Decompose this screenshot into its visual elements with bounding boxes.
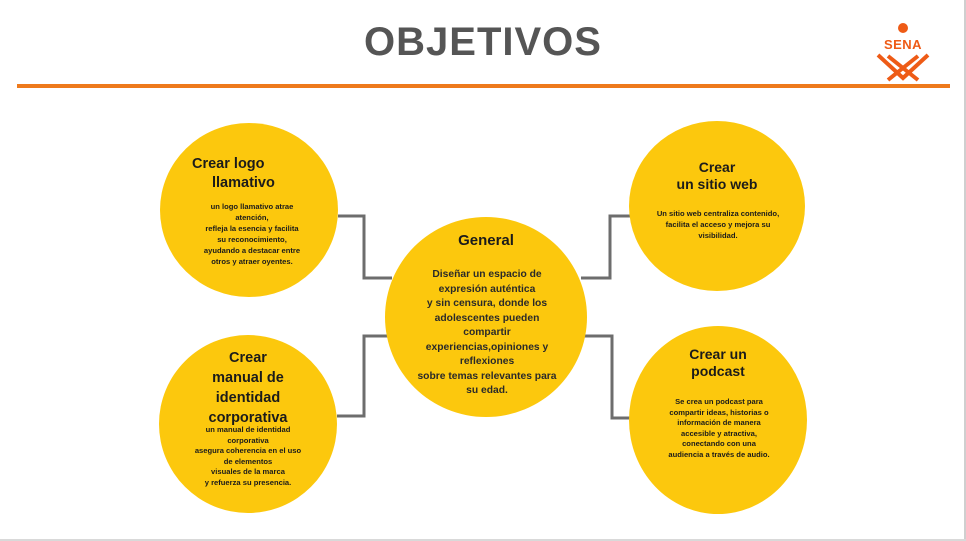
sena-logo-text: SENA bbox=[883, 37, 923, 52]
node-logo-title bbox=[192, 155, 292, 193]
node-podcast bbox=[629, 326, 807, 514]
page-title: OBJETIVOS bbox=[364, 20, 602, 64]
node-general-body-line: expresión auténtica bbox=[438, 283, 536, 295]
node-web-title-line: Crear bbox=[698, 159, 736, 175]
node-manual-title-line: corporativa bbox=[208, 410, 288, 426]
node-general-body-line: compartir bbox=[463, 327, 511, 338]
node-manual-body-line: visuales de la marca bbox=[211, 467, 285, 476]
node-manual-body-line: un manual de identidad bbox=[205, 425, 291, 434]
node-podcast-body-line: audiencia a través de audio. bbox=[668, 449, 770, 459]
node-general-body-line: su edad. bbox=[466, 385, 508, 396]
node-general-title: General bbox=[458, 232, 514, 249]
node-podcast-title-line: Crear un bbox=[689, 346, 747, 362]
node-logo-body-line: otros y atraer oyentes. bbox=[211, 257, 293, 266]
node-general-body-line: y sin censura, donde los bbox=[426, 298, 548, 309]
node-manual-body bbox=[169, 425, 327, 488]
node-web bbox=[629, 121, 805, 291]
node-logo-title-line: llamativo bbox=[212, 175, 275, 191]
node-logo-title-line: Crear logo bbox=[192, 156, 265, 172]
node-web-body-line: facilita el acceso y mejora su bbox=[665, 220, 771, 229]
node-manual-body-line: asegura coherencia en el uso bbox=[194, 446, 302, 455]
node-general-body-line: Diseñar un espacio de bbox=[432, 269, 542, 280]
node-general-body-line: adolescentes pueden bbox=[434, 312, 540, 324]
node-logo-body-line: atención, bbox=[235, 213, 269, 222]
node-web-body bbox=[643, 208, 793, 241]
node-general-body-line: sobre temas relevantes para bbox=[417, 370, 557, 382]
node-podcast-body-line: Se crea un podcast para bbox=[675, 397, 763, 406]
node-podcast-body-line: información de manera bbox=[677, 418, 761, 427]
node-manual bbox=[159, 335, 337, 513]
connector-podcast-general bbox=[583, 336, 630, 418]
connector-manual-general bbox=[337, 336, 390, 416]
node-web-title-line: un sitio web bbox=[676, 176, 758, 192]
node-manual-body-line: de elementos bbox=[223, 456, 273, 466]
node-logo-body-line: un logo llamativo atrae bbox=[210, 202, 294, 211]
node-general-body-line: experiencias,opiniones y bbox=[425, 341, 549, 353]
node-logo-body-line: su reconocimiento, bbox=[217, 235, 287, 244]
node-podcast-title-line: podcast bbox=[691, 363, 745, 379]
node-general bbox=[385, 217, 587, 417]
node-podcast-body-line: conectando con una bbox=[682, 439, 756, 448]
node-logo bbox=[160, 123, 338, 297]
node-logo-body-line: ayudando a destacar entre bbox=[203, 246, 301, 255]
node-podcast-body-line: compartir ideas, historias o bbox=[669, 407, 769, 417]
node-manual-title-line: Crear bbox=[229, 350, 267, 366]
node-web-title bbox=[629, 159, 805, 193]
node-general-body-line: reflexiones bbox=[459, 356, 515, 367]
node-manual-body-line: corporativa bbox=[227, 435, 269, 445]
node-podcast-body-line: accesible y atractiva, bbox=[681, 428, 757, 438]
node-logo-body bbox=[182, 201, 322, 267]
node-podcast-body bbox=[643, 397, 795, 460]
node-manual-title bbox=[159, 348, 337, 428]
node-manual-body-line: y refuerza su presencia. bbox=[204, 477, 292, 487]
node-general-body bbox=[401, 268, 573, 399]
connector-logo-general bbox=[338, 216, 392, 278]
node-web-body-line: visibilidad. bbox=[698, 231, 738, 240]
node-manual-title-line: manual de bbox=[212, 370, 284, 386]
node-manual-title-line: identidad bbox=[215, 390, 281, 406]
node-web-body-line: Un sitio web centraliza contenido, bbox=[656, 209, 780, 218]
node-podcast-title bbox=[629, 346, 807, 380]
connector-web-general bbox=[581, 216, 632, 278]
node-logo-body-line: refleja la esencia y facilita bbox=[205, 224, 299, 233]
